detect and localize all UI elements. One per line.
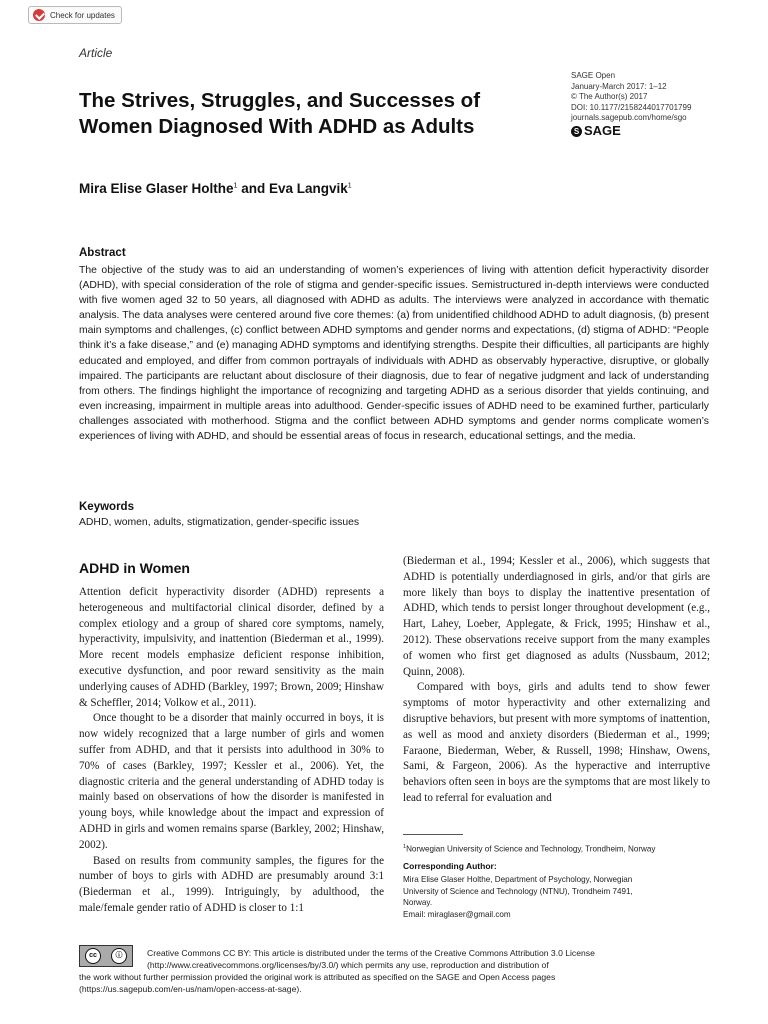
attribution-icon: ⓘ bbox=[111, 948, 127, 964]
check-updates-icon bbox=[33, 9, 45, 21]
corresponding-author-line: University of Science and Technology (NTNU), Trondheim 7491, bbox=[403, 886, 633, 896]
abstract-heading: Abstract bbox=[79, 247, 126, 259]
license-line: the work without further permission provided the original work is attributed as specified on the SAGE and Open Access pages bbox=[79, 972, 556, 983]
journal-name: SAGE Open bbox=[571, 71, 616, 80]
check-updates-label: Check for updates bbox=[50, 10, 115, 20]
license-line: Creative Commons CC BY: This article is distributed under the terms of the Creative Commons Attribution 3.0 License bbox=[147, 948, 595, 958]
corresponding-author-line: Mira Elise Glaser Holthe, Department of Psychology, Norwegian bbox=[403, 875, 633, 884]
journal-copyright: © The Author(s) 2017 bbox=[571, 92, 648, 102]
journal-url[interactable]: journals.sagepub.com/home/sgo bbox=[571, 113, 687, 123]
footnote-divider bbox=[403, 834, 463, 835]
author-name: Mira Elise Glaser Holthe bbox=[79, 181, 234, 196]
license-link[interactable]: (https://us.sagepub.com/en-us/nam/open-access-at-sage). bbox=[79, 984, 302, 995]
corresponding-author-line: Norway. bbox=[403, 898, 433, 907]
cc-icon: cc bbox=[85, 948, 101, 964]
author-affiliation-mark: 1 bbox=[347, 182, 352, 190]
author-line bbox=[79, 181, 352, 196]
keywords-heading: Keywords bbox=[79, 501, 134, 513]
body-paragraph: Compared with boys, girls and adults tend to show fewer symptoms of motor hyperactivity and other externalizing and disruptive behaviors, but present with more symptoms of inattention, as well as mood and anxiety disorders (Biederman et al., 1999; Faraone, Biederman, Weber, & Russell, 1998; Hinshaw, Owens, Sami, & Fargeon, 2006). As the hyperactive and interruptive behaviors often seen in boys are the symptoms that are most likely to lead to referral for evaluation and bbox=[403, 681, 710, 804]
keywords-list: ADHD, women, adults, stigmatization, gender-specific issues bbox=[79, 517, 360, 528]
license-notice bbox=[79, 947, 709, 995]
journal-issue: January-March 2017: 1–12 bbox=[571, 81, 667, 91]
journal-metadata bbox=[571, 71, 691, 137]
author-name: Eva Langvik bbox=[268, 181, 348, 196]
body-paragraph: (Biederman et al., 1994; Kessler et al., 2006), which suggests that ADHD is potentially underdiagnosed in girls, and/or that girls are more likely than boys to display the inattentive presentation of ADHD, which tends to persist longer throughout development (e.g., Hart, Lahey, Loeber, Applegate, & Frick, 1995; Hinshaw et al., 2012). These observations receive support from the many examples of women who first get diagnosed as adults (Nussbaum, 2012; Quinn, 2008). bbox=[403, 555, 710, 678]
check-for-updates-button[interactable] bbox=[28, 6, 122, 24]
body-column-left bbox=[79, 585, 384, 917]
affiliation-mark: 1 bbox=[403, 844, 407, 850]
license-link[interactable]: (http://www.creativecommons.org/licenses/by/3.0/) which permits any use, reproduction and distribution of bbox=[147, 960, 549, 971]
sage-logo bbox=[571, 123, 691, 139]
journal-doi[interactable]: DOI: 10.1177/2158244017701799 bbox=[571, 102, 692, 112]
corresponding-author-details bbox=[403, 874, 693, 920]
affiliation-text: Norwegian University of Science and Technology, Trondheim, Norway bbox=[406, 844, 656, 854]
body-paragraph: Based on results from community samples, the figures for the number of boys to girls with ADHD are presumably around 3:1 (Biederman et al., 1999). Intriguingly, by adulthood, the male/female gender ratio of ADHD is closer to 1:1 bbox=[79, 854, 384, 914]
body-paragraph: Once thought to be a disorder that mainly occurred in boys, it is now widely recognized that a large number of girls and women suffer from ADHD, and that it persists into adulthood in 30% to 70% of cases (Barkley, 1997; Kessler et al., 2006). Yet, the diagnostic criteria and the general understanding of ADHD today is mainly based on observations of how the disorder is manifested in young boys, while knowledge about the impact and expression of ADHD in girls and women remains sparse (Barkley, 2002; Hinshaw, 2002). bbox=[79, 712, 384, 851]
section-heading: ADHD in Women bbox=[79, 560, 190, 576]
article-type-label: Article bbox=[79, 46, 113, 60]
author-connector: and bbox=[237, 181, 269, 196]
paper-title: The Strives, Struggles, and Successes of Women Diagnosed With ADHD as Adults bbox=[79, 89, 481, 138]
sage-logo-text: SAGE bbox=[584, 123, 621, 139]
abstract-body: The objective of the study was to aid an understanding of women’s experiences of living with attention deficit hyperactivity disorder (ADHD), with special consideration of the role of stigma and gender-specific issues. Semistructured in-depth interviews were conducted with five women aged 32 to 50 years, all diagnosed with ADHD as adults. The interviews were analyzed in accordance with thematic analysis. The data analyses were centered around five core themes: (a) from unidentified childhood ADHD to adult diagnosis, (b) present main symptoms and challenges, (c) conflict between ADHD symptoms and gender norms and expectations, (d) stigma of ADHD: “People think it’s a fake disease,” and (e) managing ADHD symptoms and identifying strengths. Despite their difficulties, all participants are highly educated and employed, and differ from common portrayals of individuals with ADHD as observably hyperactive, disruptive, or globally impaired. The participants are reluctant about disclosure of their diagnosis, due to fear of negative judgment and lack of understanding from others. The findings highlight the importance of recognizing and targeting ADHD as a serious disorder that yields continuing, and even increasing, impairment in multiple areas into adulthood. Gender-specific issues of ADHD need to be examined further, particularly challenges associated with motherhood. Stigma and the conflict between ADHD symptoms and gender norms complicate women’s experiences of living with ADHD, and should be essential areas of focus in research, educational settings, and the media. bbox=[79, 265, 709, 443]
body-paragraph: Attention deficit hyperactivity disorder (ADHD) represents a heterogeneous and multifactorial clinical disorder, defined by a complex etiology and a group of shared core symptoms, namely, hyperactivity, impulsivity, and inattention (Biederman et al., 1999). More recent models emphasize deficient response inhibition, executive dysfunction, and poor reward sensitivity as the main underlying causes of ADHD (Barkley, 1997; Brown, 2009; Hinshaw & Scheffler, 2014; Volkow et al., 2011). bbox=[79, 586, 384, 709]
corresponding-author-heading: Corresponding Author: bbox=[403, 861, 497, 871]
body-column-right bbox=[403, 554, 710, 807]
affiliation-footnote bbox=[403, 842, 713, 855]
corresponding-author-email[interactable]: Email: miraglaser@gmail.com bbox=[403, 909, 511, 919]
author-affiliation-mark: 1 bbox=[233, 182, 238, 190]
sage-logo-icon: S bbox=[571, 126, 582, 137]
